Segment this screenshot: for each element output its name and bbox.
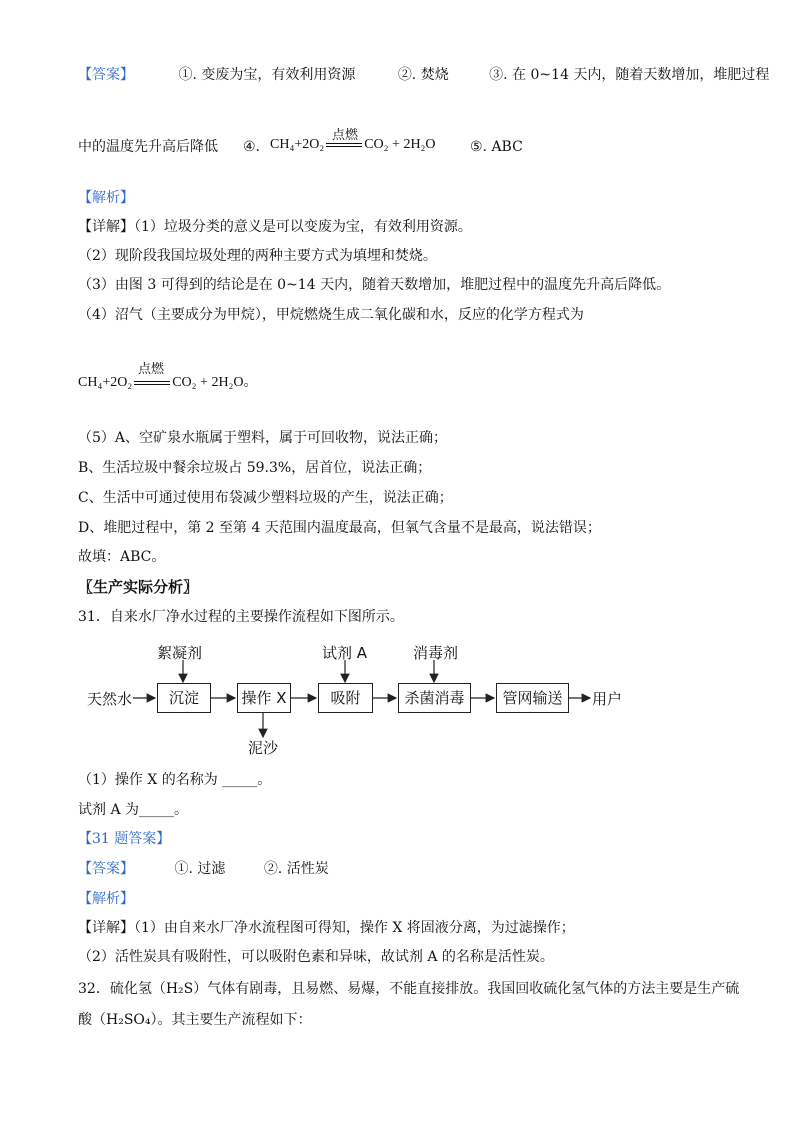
flow-input-2: 试剂 A [322,644,368,662]
q31-answer-tag: 【答案】 [78,861,134,877]
q31-answer-1: ①. 过滤 [174,861,226,877]
q31-detail-1-text: （1）由自来水厂净水流程图可得知，操作 X 将固液分离，为过滤操作； [134,920,575,936]
detail-p9: 故填：ABC。 [78,549,166,565]
flow-input-3: 消毒剂 [413,644,459,662]
detail-p3: （3）由图 3 可得到的结论是在 0~14 天内，随着天数增加，堆肥过程中的温度先升高后降低。 [78,277,671,293]
flow-step-2: 操作 X [237,683,291,713]
detail-p2: （2）现阶段我国垃圾处理的两种主要方式为填埋和焚烧。 [78,248,437,264]
q31-detail-1 [78,919,575,937]
equation-condition: 点燃 [138,362,165,377]
flow-end: 用户 [592,690,623,708]
answer-4-label: ④. [243,139,261,155]
q31-sub1: （1）操作 X 的名称为 _____。 [78,772,272,788]
flow-output: 泥沙 [248,739,279,757]
detail-p5: （5）A、空矿泉水瓶属于塑料，属于可回收物，说法正确； [78,430,448,446]
flow-step-4: 杀菌消毒 [398,683,471,713]
q31-analysis-tag: 【解析】 [78,891,134,907]
equation-right: CO₂ + 2H₂O [172,375,244,390]
q31-detail-2: （2）活性炭具有吸附性，可以吸附色素和异味，故试剂 A 的名称是活性炭。 [78,949,554,965]
flow-source: 天然水 [87,690,133,708]
q32-line-1: 32．硫化氢（H₂S）气体有剧毒，且易燃、易爆，不能直接排放。我国回收硫化氢气体的方法主要是生产硫 [78,981,740,997]
equation-condition: 点燃 [332,128,359,143]
detail-p8: D、堆肥过程中，第 2 至第 4 天范围内温度最高，但氧气含量不是最高，说法错误； [78,520,601,536]
answer-1: ①. 变废为宝，有效利用资源 [178,67,356,83]
flow-step-5: 管网输送 [496,683,569,713]
equation-left: CH₄+2O₂ [270,137,325,152]
q31-stem: 31．自来水厂净水过程的主要操作流程如下图所示。 [78,609,404,625]
answer-tag: 【答案】 [78,67,134,83]
equation-period: 。 [243,375,258,390]
q31-answer-line [78,860,329,878]
analysis-tag: 【解析】 [78,190,134,206]
detail-p1-text: （1）垃圾分类的意义是可以变废为宝，有效利用资源。 [134,219,472,235]
q31-answer-2: ②. 活性炭 [263,861,329,877]
q31-answer-header: 【31 题答案】 [78,831,171,847]
equation-left: CH₄+2O₂ [78,375,133,390]
detail-tag: 【详解】 [78,219,134,235]
q32-line-2: 酸（H₂SO₄）。其主要生产流程如下： [78,1012,312,1028]
answer-3: ③. 在 0~14 天内，随着天数增加，堆肥过程 [489,67,770,83]
flow-step-3: 吸附 [318,683,373,713]
detail-p4: （4）沼气（主要成分为甲烷），甲烷燃烧生成二氧化碳和水，反应的化学方程式为 [78,307,584,323]
q31-sub2: 试剂 A 为_____。 [78,802,189,818]
equation-right: CO₂ + 2H₂O [364,137,436,152]
flow-step-1: 沉淀 [157,683,211,713]
answer-5: ⑤. ABC [470,139,523,155]
flow-input-1: 絮凝剂 [157,644,203,662]
answer-3-cont: 中的温度先升高后降低 [78,139,218,155]
detail-p7: C、生活中可通过使用布袋减少塑料垃圾的产生，说法正确； [78,490,453,506]
q31-detail-tag: 【详解】 [78,920,134,936]
detail-p6: B、生活垃圾中餐余垃圾占 59.3%，居首位，说法正确； [78,460,432,476]
section-title: 〖生产实际分析〗 [78,578,199,596]
answer-2: ②. 焚烧 [397,67,449,83]
